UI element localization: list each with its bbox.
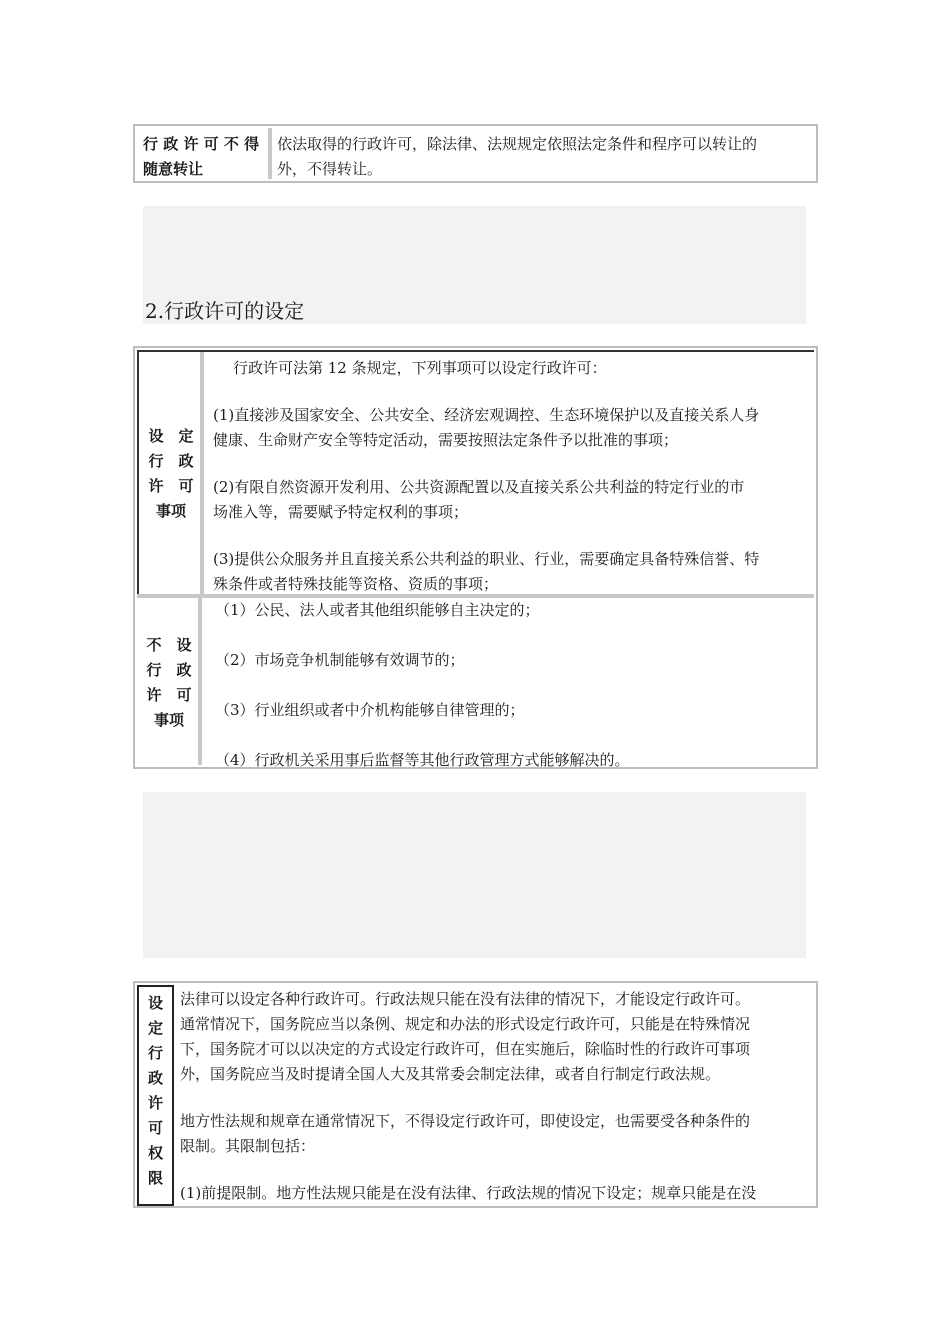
label-line: 行 政 bbox=[146, 661, 192, 679]
table-transfer bbox=[133, 124, 818, 183]
authority-p2-line: 限制。其限制包括： bbox=[180, 1137, 316, 1155]
license-items-content bbox=[213, 356, 817, 597]
license-item2-line1: (2)有限自然资源开发利用、公共资源配置以及直接关系公共利益的特定行业的市 bbox=[213, 478, 745, 496]
table-license-authority bbox=[133, 981, 818, 1208]
transfer-label-cell bbox=[139, 130, 268, 178]
authority-label bbox=[139, 991, 172, 1191]
label-line: 事项 bbox=[155, 502, 186, 520]
authority-p1-line: 通常情况下，国务院应当以条例、规定和办法的形式设定行政许可，只能是在特殊情况 bbox=[180, 1015, 751, 1033]
authority-p1-line: 下，国务院才可以以决定的方式设定行政许可，但在实施后，除临时性的行政许可事项 bbox=[180, 1040, 751, 1058]
label-line: 设 定 bbox=[148, 427, 194, 445]
label-char: 权 bbox=[147, 1144, 163, 1162]
label-line: 许 可 bbox=[148, 477, 194, 495]
grey-block-1 bbox=[143, 206, 806, 324]
license-item1-line2: 健康、生命财产安全等特定活动，需要按照法定条件予以批准的事项； bbox=[213, 431, 679, 449]
transfer-label-line1: 行 政 许 可 不 得 bbox=[143, 135, 260, 153]
license-items-label bbox=[143, 424, 199, 524]
label-char: 限 bbox=[147, 1169, 163, 1187]
row-license-items bbox=[137, 350, 814, 594]
non-license-item: （1）公民、法人或者其他组织能够自主决定的； bbox=[215, 601, 540, 619]
license-item1-line1: (1)直接涉及国家安全、公共安全、经济宏观调控、生态环境保护以及直接关系人身 bbox=[213, 406, 760, 424]
non-license-label bbox=[141, 633, 197, 733]
non-license-item: （4）行政机关采用事后监督等其他行政管理方式能够解决的。 bbox=[215, 751, 630, 769]
authority-p3-line: (1)前提限制。地方性法规只能是在没有法律、行政法规的情况下设定；规章只能是在没 bbox=[180, 1184, 757, 1202]
license-item2-line2: 场准入等，需要赋予特定权利的事项； bbox=[213, 503, 469, 521]
authority-p1-line: 外，国务院应当及时提请全国人大及其常委会制定法律，或者自行制定行政法规。 bbox=[180, 1065, 721, 1083]
cell-divider bbox=[200, 352, 204, 596]
transfer-content-line1: 依法取得的行政许可，除法律、法规规定依照法定条件和程序可以转让的 bbox=[277, 135, 758, 153]
label-line: 许 可 bbox=[146, 686, 192, 704]
cell-divider bbox=[268, 128, 272, 179]
transfer-label-line2: 随意转让 bbox=[143, 160, 204, 178]
transfer-content-line2: 外，不得转让。 bbox=[277, 160, 383, 178]
transfer-content-cell bbox=[277, 130, 813, 178]
authority-p2-line: 地方性法规和规章在通常情况下，不得设定行政许可，即使设定，也需要受各种条件的 bbox=[180, 1112, 751, 1130]
label-char: 设 bbox=[147, 994, 163, 1012]
non-license-content bbox=[215, 598, 815, 773]
label-line: 事项 bbox=[153, 711, 184, 729]
authority-p1-line: 法律可以设定各种行政许可。行政法规只能在没有法律的情况下，才能设定行政许可。 bbox=[180, 990, 751, 1008]
label-line: 行 政 bbox=[148, 452, 194, 470]
non-license-item: （3）行业组织或者中介机构能够自律管理的； bbox=[215, 701, 525, 719]
authority-content bbox=[180, 987, 814, 1206]
label-char: 定 bbox=[147, 1019, 163, 1037]
cell-divider bbox=[198, 598, 202, 765]
grey-block-2 bbox=[143, 792, 806, 958]
label-char: 许 bbox=[147, 1094, 163, 1112]
label-char: 行 bbox=[147, 1044, 163, 1062]
license-intro: 行政许可法第 12 条规定，下列事项可以设定行政许可： bbox=[233, 359, 607, 377]
cell-divider bbox=[172, 985, 174, 1206]
non-license-item: （2）市场竞争机制能够有效调节的； bbox=[215, 651, 465, 669]
label-char: 可 bbox=[147, 1119, 163, 1137]
license-item3-line1: (3)提供公众服务并且直接关系公共利益的职业、行业，需要确定具备特殊信誉、特 bbox=[213, 550, 760, 568]
section-heading: 2.行政许可的设定 bbox=[145, 299, 305, 323]
row-non-license-items bbox=[137, 598, 814, 769]
table-license-items bbox=[133, 346, 818, 769]
authority-label-cell bbox=[137, 985, 172, 1206]
license-item3-line2: 殊条件或者特殊技能等资格、资质的事项； bbox=[213, 575, 499, 593]
label-char: 政 bbox=[147, 1069, 163, 1087]
label-line: 不 设 bbox=[146, 636, 192, 654]
